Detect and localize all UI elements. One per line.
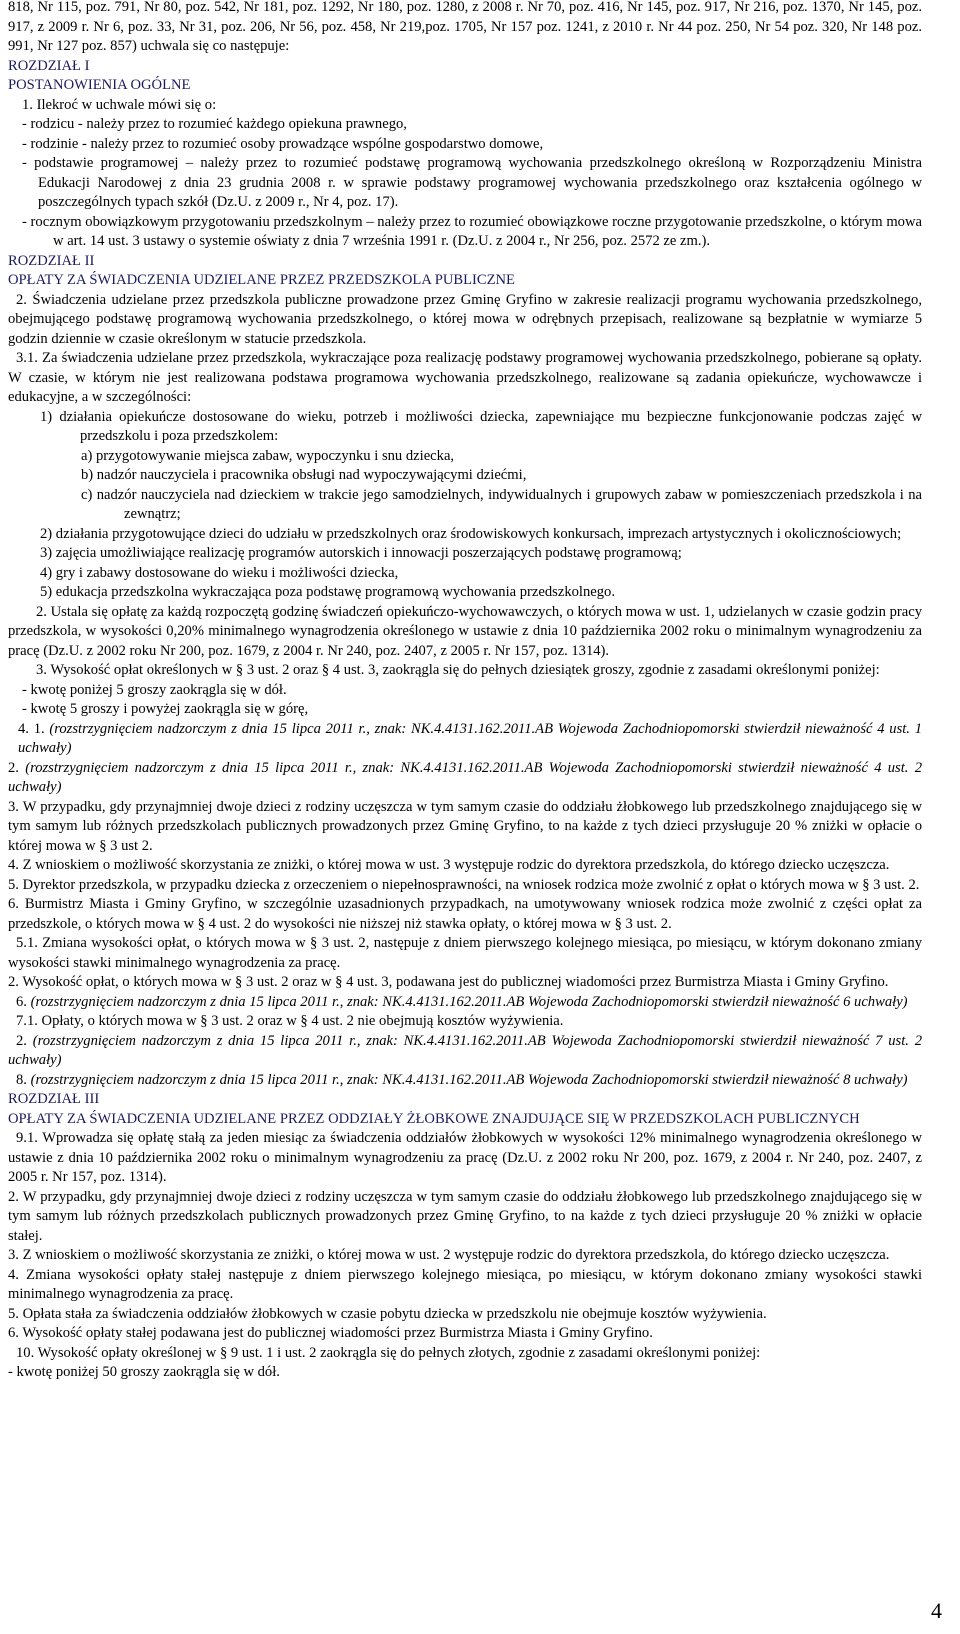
paragraph	[8, 993, 922, 1013]
paragraph-text: 2. W przypadku, gdy przynajmniej dwoje dzieci z rodziny uczęszcza w tym samym czasie do oddziału żłobkowego lub przedszkolnego znajdującego się w tym samym lub różnych przedszkolach publicznych prowadzonych przez Gminę Gryfino, to na każde z tych dzieci przysługuje 20 % zniżki w opłacie stałej.	[8, 1188, 922, 1244]
paragraph-text: 1. Ilekroć w uchwale mówi się o:	[22, 96, 217, 113]
section-heading	[8, 57, 922, 77]
paragraph	[8, 447, 922, 467]
paragraph-text: - kwotę 5 groszy i powyżej zaokrągla się w górę,	[22, 701, 309, 717]
paragraph	[8, 681, 922, 701]
paragraph	[8, 1129, 922, 1188]
paragraph-text: 7.1. Opłaty, o których mowa w § 3 ust. 2 oraz w § 4 ust. 2 nie obejmują kosztów wyżywienia.	[16, 1013, 564, 1029]
paragraph	[8, 1344, 922, 1364]
document-body	[8, 0, 922, 1383]
section-heading	[8, 76, 922, 96]
paragraph	[8, 544, 922, 564]
paragraph-text: 4. Zmiana wysokości opłaty stałej następuje z dniem pierwszego kolejnego miesiąca, po miesiącu, w którym dokonano zmiany wysokości stawki minimalnego wynagrodzenia za pracę.	[8, 1266, 922, 1302]
paragraph-text: ROZDZIAŁ I	[8, 57, 90, 74]
paragraph-text: OPŁATY ZA ŚWIADCZENIA UDZIELANE PRZEZ ODDZIAŁY ŻŁOBKOWE ZNAJDUJĄCE SIĘ W PRZEDSZKOLACH PUBLICZNYCH	[8, 1110, 860, 1127]
paragraph-text: 3. W przypadku, gdy przynajmniej dwoje dzieci z rodziny uczęszcza w tym samym czasie do oddziału żłobkowego lub przedszkolnego znajdującego się w tym samym lub różnych przedszkolach publicznych prowadzonych przez Gminę Gryfino, to na każde z tych dzieci przysługuje 20 % zniżki w opłacie o której mowa w § 3 ust 2.	[8, 798, 922, 854]
annulment-note: (rozstrzygnięciem nadzorczym z dnia 15 lipca 2011 r., znak: NK.4.4131.162.2011.AB Wojewoda Zachodniopomorski stwierdził nieważność 4 ust. 1 uchwały)	[18, 720, 922, 756]
paragraph-text: POSTANOWIENIA OGÓLNE	[8, 77, 191, 93]
paragraph-text: 5. Dyrektor przedszkola, w przypadku dziecka z orzeczeniem o niepełnosprawności, na wniosek rodzica może zwolnić z opłat o których mowa w § 3 ust. 2.	[8, 876, 920, 893]
paragraph-text: - rocznym obowiązkowym przygotowaniu przedszkolnym – należy przez to rozumieć obowiązkowe roczne przygotowanie przedszkolne, o którym mowa w art. 14 ust. 3 ustawy o systemie oświaty z dnia 7 września 1991 r. (Dz.U. z 2004 r., Nr 256, poz. 2572 ze zm.).	[22, 213, 922, 249]
paragraph-text: 5) edukacja przedszkolna wykraczająca poza podstawę programową wychowania przedszkolnego.	[40, 584, 615, 600]
paragraph-text: 2. Ustala się opłatę za każdą rozpoczętą godzinę świadczeń opiekuńczo-wychowawczych, o których mowa w ust. 1, udzielanych w czasie godzin pracy przedszkola, w wysokości 0,20% minimalnego wynagrodzenia określonego w ustawie z dnia 10 października 2002 roku o minimalnym wynagrodzeniu za pracę (Dz.U. z 2002 roku Nr 200, poz. 1679, z 2004 r. Nr 240, poz. 2407, z 2005 r. Nr 157, poz. 1314).	[8, 603, 922, 659]
paragraph-text: c) nadzór nauczyciela nad dzieckiem w trakcie jego samodzielnych, indywidualnych i grupowych zabaw w pomieszczeniach przedszkola i na zewnątrz;	[81, 486, 922, 522]
paragraph	[8, 466, 922, 486]
paragraph-text: 2) działania przygotowujące dzieci do udziału w przedszkolnych oraz środowiskowych konkursach, imprezach artystycznych i okolicznościowych;	[40, 525, 902, 542]
paragraph-text: a) przygotowywanie miejsca zabaw, wypoczynku i snu dziecka,	[81, 447, 455, 464]
paragraph	[8, 895, 922, 934]
paragraph	[8, 213, 922, 252]
paragraph-text: 4. Z wnioskiem o możliwość skorzystania ze zniżki, o której mowa w ust. 3 występuje rodzic do dyrektora przedszkola, do którego dziecko uczęszcza.	[8, 857, 890, 873]
paragraph	[8, 564, 922, 584]
paragraph	[8, 1188, 922, 1247]
paragraph	[8, 700, 922, 720]
paragraph-text: 4) gry i zabawy dostosowane do wieku i możliwości dziecka,	[40, 564, 399, 581]
paragraph	[8, 720, 922, 759]
paragraph-text: 8.	[16, 1071, 31, 1088]
paragraph	[8, 1266, 922, 1305]
paragraph	[8, 661, 922, 681]
paragraph-text: - rodzicu - należy przez to rozumieć każdego opiekuna prawnego,	[22, 116, 407, 132]
paragraph	[8, 1032, 922, 1071]
paragraph-text: 6. Wysokość opłaty stałej podawana jest do publicznej wiadomości przez Burmistrza Miasta i Gminy Gryfino.	[8, 1325, 653, 1341]
section-heading	[8, 252, 922, 272]
paragraph-text: ROZDZIAŁ III	[8, 1091, 100, 1107]
paragraph-text: 3) zajęcia umożliwiające realizację programów autorskich i innowacji poszerzających podstawę programową;	[40, 545, 682, 561]
paragraph-text: - kwotę poniżej 5 groszy zaokrągla się w dół.	[22, 681, 287, 698]
paragraph	[8, 583, 922, 603]
paragraph-text: 2.	[8, 759, 26, 776]
paragraph	[8, 115, 922, 135]
paragraph	[8, 876, 922, 896]
paragraph-text: 2. Świadczenia udzielane przez przedszkola publiczne prowadzone przez Gminę Gryfino w zakresie realizacji programu wychowania przedszkolnego, obejmującego podstawę programową wychowania przedszkolnego, o której mowa w odrębnych przepisach, realizowane są bezpłatnie w wymiarze 5 godzin dziennie w czasie określonym w statucie przedszkola.	[8, 291, 922, 347]
paragraph-text: 2. Wysokość opłat, o których mowa w § 3 ust. 2 oraz w § 4 ust. 3, podawana jest do publicznej wiadomości przez Burmistrza Miasta i Gminy Gryfino.	[8, 974, 889, 990]
paragraph	[8, 291, 922, 350]
paragraph	[8, 1324, 922, 1344]
paragraph-text: - podstawie programowej – należy przez to rozumieć podstawę programową wychowania przedszkolnego określoną w Rozporządzeniu Ministra Edukacji Narodowej z dnia 23 grudnia 2008 r. w sprawie podstawy programowej wychowania przedszkolnego oraz kształcenia ogólnego w poszczególnych typach szkół (Dz.U. z 2009 r., Nr 4, poz. 17).	[22, 155, 922, 210]
paragraph	[8, 349, 922, 408]
page-number: 4	[931, 1598, 942, 1623]
paragraph	[8, 525, 922, 545]
paragraph-text: 3.1. Za świadczenia udzielane przez przedszkola, wykraczające poza realizację podstawy programowej wychowania przedszkolnego, pobierane są opłaty. W czasie, w którym nie jest realizowana podstawa programowa wychowania przedszkolnego, realizowane są zadania opiekuńcze, wychowawcze i edukacyjne, a w szczególności:	[8, 350, 922, 405]
paragraph-text: - rodzinie - należy przez to rozumieć osoby prowadzące wspólne gospodarstwo domowe,	[22, 135, 544, 152]
paragraph-text: 5. Opłata stała za świadczenia oddziałów żłobkowych w czasie pobytu dziecka w przedszkolu nie obejmuje kosztów wyżywienia.	[8, 1305, 767, 1322]
paragraph	[8, 1071, 922, 1091]
paragraph	[8, 408, 922, 447]
paragraph	[8, 154, 922, 213]
paragraph	[8, 1012, 922, 1032]
annulment-note: (rozstrzygnięciem nadzorczym z dnia 15 lipca 2011 r., znak: NK.4.4131.162.2011.AB Wojewoda Zachodniopomorski stwierdził nieważność 4 ust. 2 uchwały)	[8, 759, 922, 795]
annulment-note: (rozstrzygnięciem nadzorczym z dnia 15 lipca 2011 r., znak: NK.4.4131.162.2011.AB Wojewoda Zachodniopomorski stwierdził nieważność 7 ust. 2 uchwały)	[8, 1032, 922, 1068]
paragraph-text: 3. Wysokość opłat określonych w § 3 ust. 2 oraz § 4 ust. 3, zaokrągla się do pełnych dziesiątek groszy, zgodnie z zasadami określonymi poniżej:	[36, 662, 880, 678]
paragraph-text: 3. Z wnioskiem o możliwość skorzystania ze zniżki, o której mowa w ust. 2 występuje rodzic do dyrektora przedszkola, do którego dziecko uczęszcza.	[8, 1247, 890, 1263]
paragraph	[8, 798, 922, 857]
paragraph-text: 5.1. Zmiana wysokości opłat, o których mowa w § 3 ust. 2, następuje z dniem pierwszego kolejnego miesiąca, po miesiącu, w którym dokonano zmiany wysokości stawki minimalnego wynagrodzenia za pracę.	[8, 935, 922, 971]
paragraph	[8, 1246, 922, 1266]
section-heading	[8, 1110, 922, 1130]
paragraph-text: b) nadzór nauczyciela i pracownika obsługi nad wypoczywającymi dziećmi,	[81, 467, 527, 483]
paragraph-text: 9.1. Wprowadza się opłatę stałą za jeden miesiąc za świadczenia oddziałów żłobkowych w wysokości 12% minimalnego wynagrodzenia określonego w ustawie z dnia 10 października 2002 roku o minimalnym wynagrodzeniu za pracę (Dz.U. z 2002 roku Nr 200, poz. 1679, z 2004 r. Nr 240, poz. 2407, z 2005 r. Nr 157, poz. 1314).	[8, 1130, 922, 1185]
paragraph-text: 4. 1.	[18, 720, 50, 737]
paragraph	[8, 759, 922, 798]
paragraph	[8, 603, 922, 662]
annulment-note: (rozstrzygnięciem nadzorczym z dnia 15 lipca 2011 r., znak: NK.4.4131.162.2011.AB Wojewoda Zachodniopomorski stwierdził nieważność 6 uchwały)	[30, 993, 908, 1010]
section-heading	[8, 1090, 922, 1110]
paragraph-text: 2.	[16, 1032, 33, 1049]
paragraph-text: 6.	[16, 993, 31, 1010]
paragraph	[8, 96, 922, 116]
paragraph-text: - kwotę poniżej 50 groszy zaokrągla się w dół.	[8, 1364, 280, 1380]
paragraph	[8, 486, 922, 525]
section-heading	[8, 271, 922, 291]
paragraph-text: 10. Wysokość opłaty określonej w § 9 ust. 1 i ust. 2 zaokrągla się do pełnych złotych, zgodnie z zasadami określonymi poniżej:	[16, 1344, 761, 1361]
paragraph	[8, 0, 922, 57]
paragraph-text: 1) działania opiekuńcze dostosowane do wieku, potrzeb i możliwości dziecka, zapewniające mu bezpieczne funkcjonowanie podczas zajęć w przedszkolu i poza przedszkolem:	[40, 408, 922, 444]
paragraph	[8, 1305, 922, 1325]
paragraph-text: ROZDZIAŁ II	[8, 252, 95, 269]
paragraph	[8, 934, 922, 973]
paragraph-text: OPŁATY ZA ŚWIADCZENIA UDZIELANE PRZEZ PRZEDSZKOLA PUBLICZNE	[8, 272, 515, 288]
paragraph-text: 6. Burmistrz Miasta i Gminy Gryfino, w szczególnie uzasadnionych przypadkach, na umotywowany wniosek rodzica może zwolnić z części opłat za przedszkole, o których mowa w § 4 ust. 2 do wysokości nie niższej niż stawka opłaty, o której mowa w § 3 ust. 2.	[8, 896, 922, 932]
paragraph	[8, 973, 922, 993]
paragraph	[8, 135, 922, 155]
paragraph-text: 818, Nr 115, poz. 791, Nr 80, poz. 542, Nr 181, poz. 1292, Nr 180, poz. 1280, z 2008 r. Nr 70, poz. 416, Nr 145, poz. 917, Nr 216, poz. 1370, Nr 145, poz. 917, z 2009 r. Nr 6, poz. 33, Nr 31, poz. 206, Nr 56, poz. 458, Nr 219,poz. 1705, Nr 157 poz. 1241, z 2010 r. Nr 44 poz. 250, Nr 54 poz. 320, Nr 148 poz. 991, Nr 127 poz. 857) uchwala się co następuje:	[8, 0, 922, 54]
paragraph	[8, 856, 922, 876]
annulment-note: (rozstrzygnięciem nadzorczym z dnia 15 lipca 2011 r., znak: NK.4.4131.162.2011.AB Wojewoda Zachodniopomorski stwierdził nieważność 8 uchwały)	[30, 1071, 908, 1088]
paragraph	[8, 1363, 922, 1383]
